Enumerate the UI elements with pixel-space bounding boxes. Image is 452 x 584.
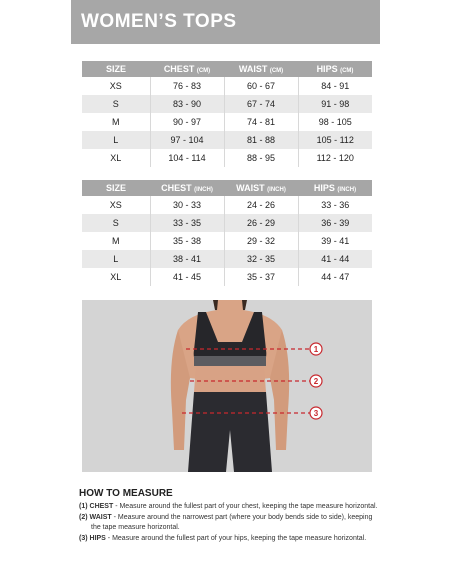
table-row [82,149,372,167]
page-header [71,0,380,44]
table-cell: 84 - 91 [298,77,372,95]
table-row [82,232,372,250]
table-row [82,77,372,95]
table-cell: 38 - 41 [150,250,224,268]
model-figure [82,300,372,472]
table-cell: 76 - 83 [150,77,224,95]
table-cell: 91 - 98 [298,95,372,113]
size-table-cm [82,61,372,167]
table-cell: 44 - 47 [298,268,372,286]
column-header: CHEST (CM) [150,61,224,77]
table-cell: 29 - 32 [224,232,298,250]
table-header-row [82,180,372,196]
table-cell: 104 - 114 [150,149,224,167]
table-row [82,214,372,232]
table-cell: 41 - 45 [150,268,224,286]
table-row [82,113,372,131]
table-row [82,268,372,286]
table-cell: 83 - 90 [150,95,224,113]
table-cell: S [82,95,150,113]
instruction-chest: (1) CHEST - Measure around the fullest part of your chest, keeping the tape measure horizontal. [79,503,378,510]
table-cell: 105 - 112 [298,131,372,149]
svg-text:1: 1 [313,345,319,354]
marker-waist [310,375,322,387]
table-cell: 60 - 67 [224,77,298,95]
column-header: HIPS (CM) [298,61,372,77]
table-cell: M [112,117,120,127]
table-row [82,131,372,149]
table-cell: 24 - 26 [224,196,298,214]
table-cell: 36 - 39 [298,214,372,232]
table-cell: XS [109,81,122,91]
table-row [82,95,372,113]
table-cell: 41 - 44 [298,250,372,268]
table-cell: 67 - 74 [224,95,298,113]
marker-hips [310,407,322,419]
how-to-measure [79,488,379,545]
column-header: SIZE [82,180,150,196]
table-cell: L [82,250,150,268]
table-cell: L [82,131,150,149]
size-table-inch [82,180,372,286]
table-cell: 81 - 88 [224,131,298,149]
table-cell: 98 - 105 [298,113,372,131]
table-cell: 39 - 41 [298,232,372,250]
table-header-row [82,61,372,77]
column-header: SIZE [82,61,150,77]
marker-chest [310,343,322,355]
table-cell: 33 - 36 [298,196,372,214]
table-cell: S [82,214,150,232]
column-header: WAIST (INCH) [224,180,298,196]
instruction-waist: (2) WAIST - Measure around the narrowest part (where your body bends side to side), keeping the tape measure horizontal. [79,514,373,531]
svg-text:3: 3 [313,409,319,418]
column-header: HIPS (INCH) [298,180,372,196]
table-cell: 32 - 35 [224,250,298,268]
table-row [82,250,372,268]
table-cell: 26 - 29 [224,214,298,232]
table-cell: 97 - 104 [150,131,224,149]
instruction-hips: (3) HIPS - Measure around the fullest part of your hips, keeping the tape measure horizontal. [79,535,367,542]
measurement-photo [82,300,372,472]
how-to-title: HOW TO MEASURE [79,488,173,499]
column-header: WAIST (CM) [224,61,298,77]
table-cell: 112 - 120 [298,149,372,167]
table-cell: 30 - 33 [150,196,224,214]
table-cell: XL [110,153,122,163]
table-cell: 90 - 97 [150,113,224,131]
table-cell: M [112,236,120,246]
page-title: WOMEN’S TOPS [81,11,237,32]
svg-text:2: 2 [313,377,319,386]
table-cell: 74 - 81 [224,113,298,131]
table-cell: XL [110,272,122,282]
table-cell: 88 - 95 [224,149,298,167]
table-cell: XS [109,200,122,210]
table-cell: 35 - 37 [224,268,298,286]
table-cell: 35 - 38 [150,232,224,250]
column-header: CHEST (INCH) [150,180,224,196]
table-row [82,196,372,214]
table-cell: 33 - 35 [150,214,224,232]
